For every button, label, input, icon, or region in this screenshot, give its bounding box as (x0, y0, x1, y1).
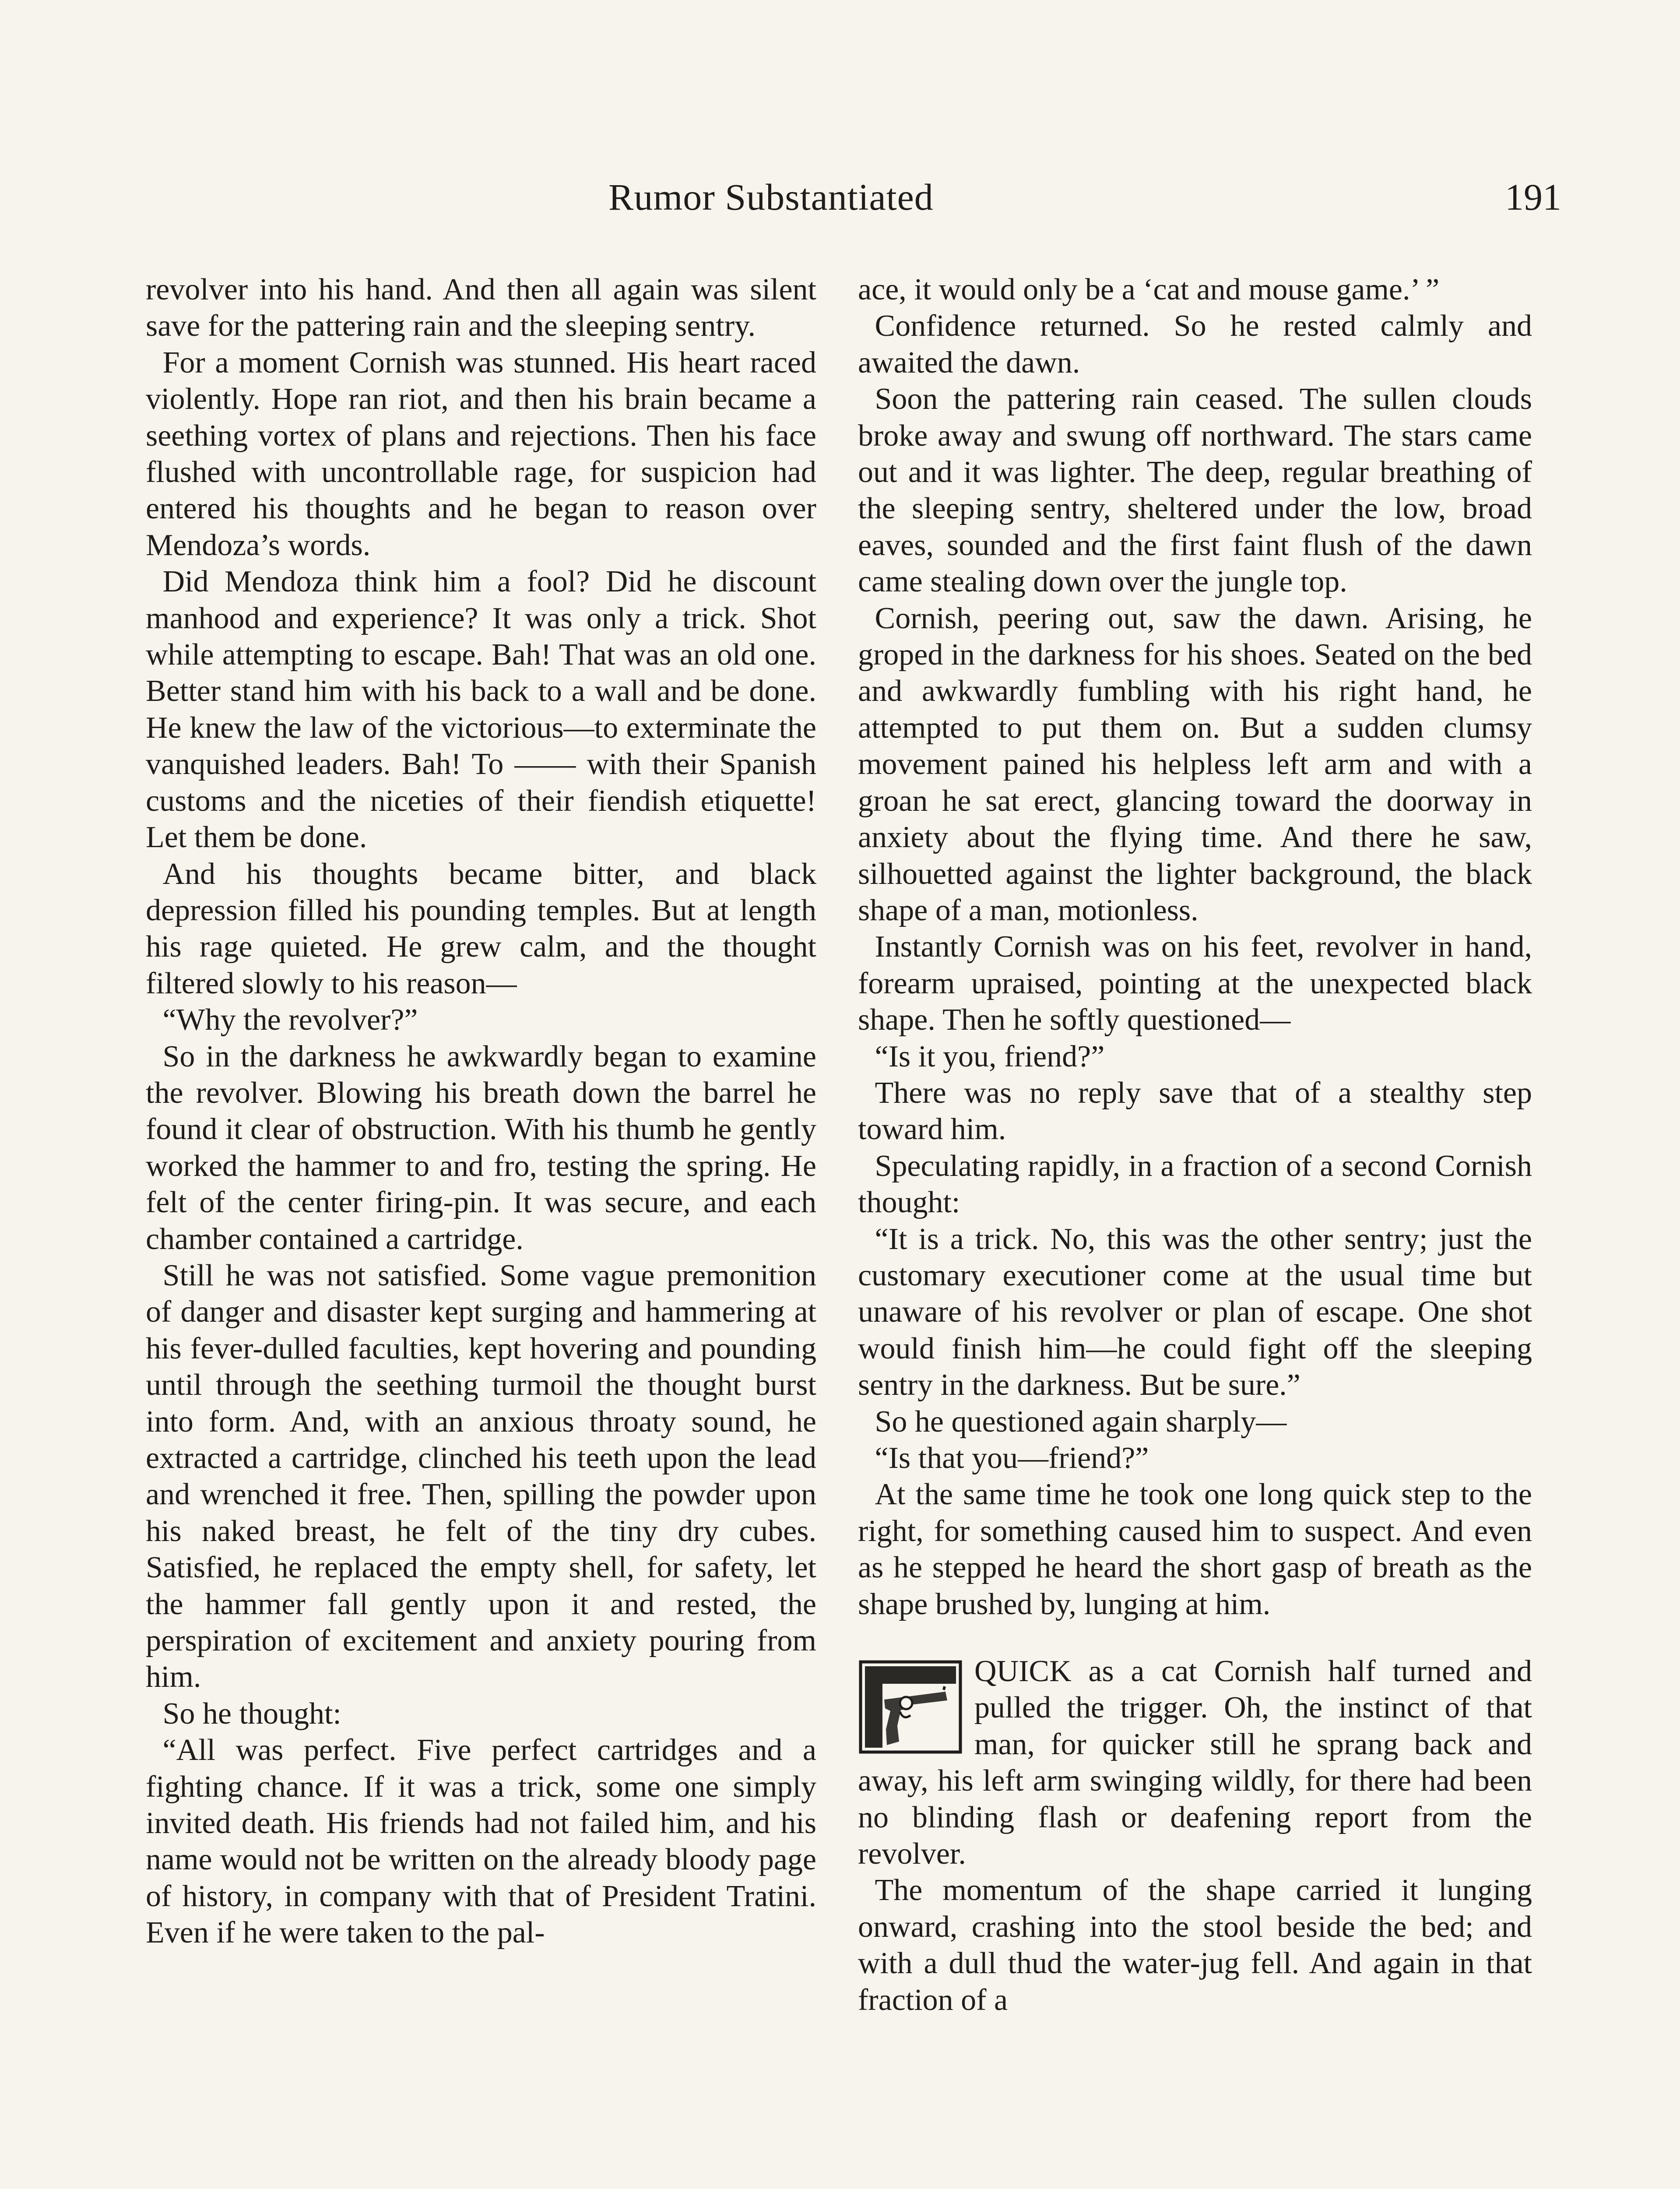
paragraph: “Why the revolver?” (162, 1003, 418, 1037)
drop-cap-text: QUICK as a cat Cornish half turned and pulled the trigger. Oh, the instinct of that man, for quicker still he sprang back and away, his left arm swinging wildly, for there had been no blinding flash or deafening report from the revolver. (858, 1654, 1532, 1871)
paragraph: There was no reply save that of a stealthy step toward him. (858, 1076, 1532, 1147)
paragraph: “It is a trick. No, this was the other sentry; just the customary executioner come at the usual time but unaware of his revolver or plan of escape. One shot would finish him—he could fight off the sleeping sentry in the darkness. But be sure.” (858, 1222, 1532, 1402)
paragraph: Still he was not satisfied. Some vague premonition of danger and disaster kept surging and hammering at his fever-dulled faculties, kept hovering and pounding until through the seething turmoil the thought burst into form. And, with an anxious throaty sound, he extracted a cartridge, clinched his teeth upon the lead and wrenched it free. Then, spilling the powder upon his naked breast, he felt of the tiny dry cubes. Satisfied, he replaced the empty shell, for safety, let the hammer fall gently upon it and rested, the perspiration of excitement and anxiety pouring from him. (146, 1258, 816, 1694)
paragraph: Cornish, peering out, saw the dawn. Arising, he groped in the darkness for his shoes. Seated on the bed and awkwardly fumbling with his right hand, he attempted to put them on. But a sudden clumsy movement pained his helpless left arm and with a groan he sat erect, glancing toward the doorway in anxiety about the flying time. And there he saw, silhouetted against the lighter background, the black shape of a man, motionless. (858, 601, 1532, 927)
paragraph: “Is it you, friend?” (875, 1039, 1105, 1073)
paragraph: So he thought: (162, 1696, 341, 1731)
paragraph: Instantly Cornish was on his feet, revolver in hand, forearm upraised, pointing at the unexpected black shape. Then he softly questioned— (858, 930, 1532, 1037)
drop-cap-paragraph (858, 1653, 1532, 1872)
paragraph: “Is that you—friend?” (875, 1441, 1149, 1475)
paragraph: So in the darkness he awkwardly began to examine the revolver. Blowing his breath down the barrel he found it clear of obstruction. With his thumb he gently worked the hammer to and fro, testing the spring. He felt of the center firing-pin. It was secure, and each chamber contained a cartridge. (146, 1039, 816, 1256)
revolver-drop-cap-icon (858, 1659, 963, 1755)
paragraph: Did Mendoza think him a fool? Did he discount manhood and experience? It was only a trick. Shot while attempting to escape. Bah! That was an old one. Better stand him with his back to a wall and be done. He knew the law of the victorious—to exterminate the vanquished leaders. Bah! To —— with their Spanish customs and the niceties of their fiendish etiquette! Let them be done. (146, 565, 816, 855)
paragraph: The momentum of the shape carried it lunging onward, crashing into the stool beside the bed; and with a dull thud the water-jug fell. And again in that fraction of a (858, 1873, 1532, 2017)
paragraph: Speculating rapidly, in a fraction of a second Cornish thought: (858, 1149, 1532, 1220)
paragraph: revolver into his hand. And then all again was silent save for the pattering rain and the sleeping sentry. (146, 273, 816, 343)
running-header-title: Rumor Substantiated (608, 176, 934, 218)
paragraph: For a moment Cornish was stunned. His heart raced violently. Hope ran riot, and then his brain became a seething vortex of plans and rejections. Then his face flushed with uncontrollable rage, for suspicion had entered his thoughts and he began to reason over Mendoza’s words. (146, 345, 816, 562)
paragraph: “All was perfect. Five perfect cartridges and a fighting chance. If it was a trick, some one simply invited death. His friends had not failed him, and his name would not be written on the already bloody page of history, in company with that of President Tratini. Even if he were taken to the pal- (146, 1733, 816, 1950)
paragraph: So he questioned again sharply— (875, 1404, 1287, 1439)
paragraph: And his thoughts became bitter, and black depression filled his pounding temples. But at length his rage quieted. He grew calm, and the thought filtered slowly to his reason— (146, 857, 816, 1000)
paragraph: At the same time he took one long quick step to the right, for something caused him to suspect. And even as he stepped he heard the short gasp of breath as the shape brushed by, lunging at him. (858, 1478, 1532, 1621)
left-text-column (146, 271, 816, 1951)
right-text-column (858, 271, 1532, 2018)
paragraph: Confidence returned. So he rested calmly and awaited the dawn. (858, 309, 1532, 380)
paragraph: ace, it would only be a ‘cat and mouse game.’ ” (858, 273, 1440, 306)
page-number: 191 (1505, 176, 1561, 218)
paragraph: Soon the pattering rain ceased. The sullen clouds broke away and swung off northward. The stars came out and it was lighter. The deep, regular breathing of the sleeping sentry, sheltered under the low, broad eaves, sounded and the first faint flush of the dawn came stealing down over the jungle top. (858, 382, 1532, 599)
